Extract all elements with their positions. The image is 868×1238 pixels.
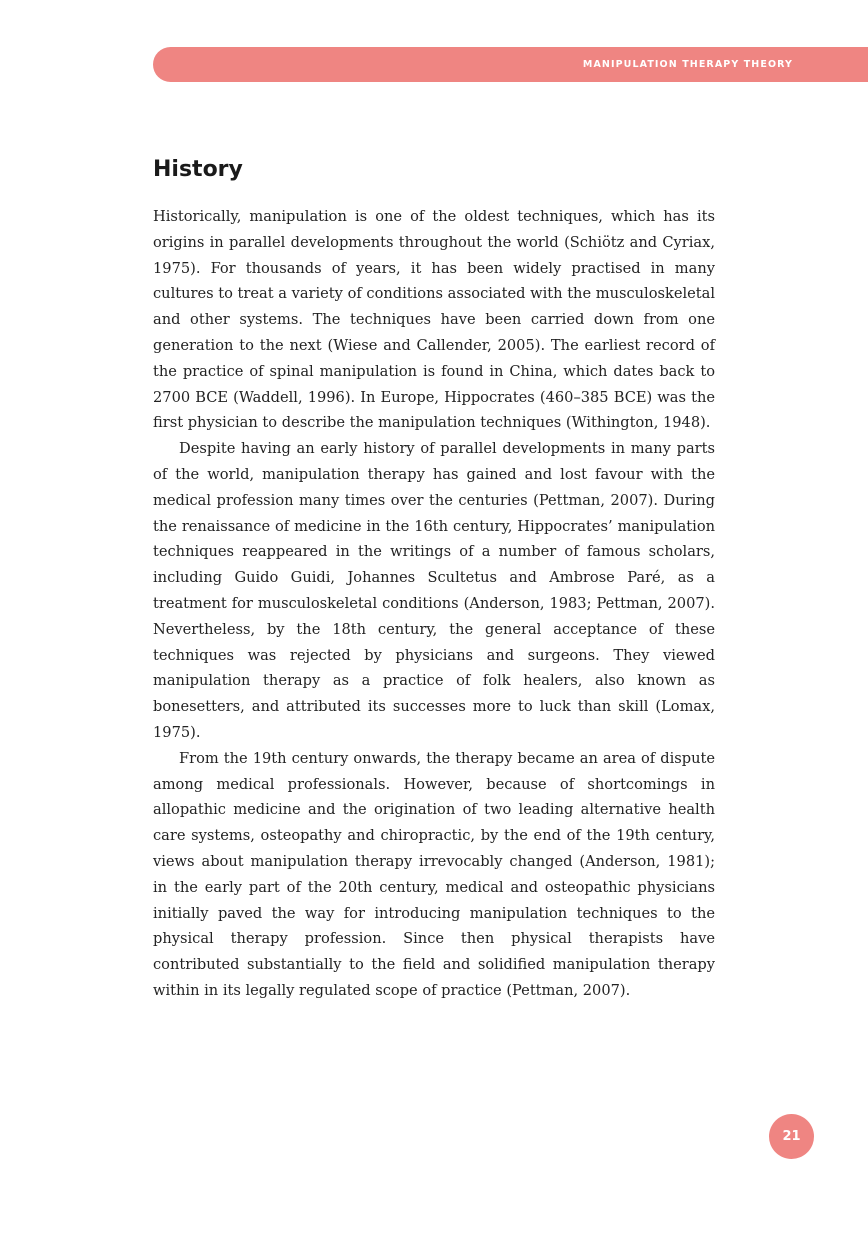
running-header-title: MANIPULATION THERAPY THEORY <box>582 59 793 70</box>
page-number-badge: 21 <box>769 1114 814 1159</box>
paragraph-2: Despite having an early history of parallel developments in many parts of the world, manipulation therapy has gained and lost favour with the medical profession many times over the centuries (Pettman, 2007). During the renaissance of medicine in the 16th century, Hippocrates’ manipulation techniques reappeared in the writings of a number of famous scholars, including Guido Guidi, Johannes Scultetus and Ambrose Paré, as a treatment for musculoskeletal conditions (Anderson, 1983; Pettman, 2007). Nevertheless, by the 18th century, the general acceptance of these techniques was rejected by physicians and surgeons. They viewed manipulation therapy as a practice of folk healers, also known as bonesetters, and attributed its successes more to luck than skill (Lomax, 1975). <box>153 440 715 741</box>
section-heading: History <box>153 157 243 182</box>
body-text <box>153 204 715 1004</box>
running-header-band <box>153 47 868 82</box>
paragraph-1: Historically, manipulation is one of the oldest techniques, which has its origins in parallel developments throughout the world (Schiötz and Cyriax, 1975). For thousands of years, it has been widely practised in many cultures to treat a variety of conditions associated with the musculoskeletal and other systems. The techniques have been carried down from one generation to the next (Wiese and Callender, 2005). The earliest record of the practice of spinal manipulation is found in China, which dates back to 2700 BCE (Waddell, 1996). In Europe, Hippocrates (460–385 BCE) was the first physician to describe the manipulation techniques (Withington, 1948). <box>153 208 715 432</box>
paragraph-3: From the 19th century onwards, the therapy became an area of dispute among medical professionals. However, because of shortcomings in allopathic medicine and the origination of two leading alternative health care systems, osteopathy and chiropractic, by the end of the 19th century, views about manipulation therapy irrevocably changed (Anderson, 1981); in the early part of the 20th century, medical and osteopathic physicians initially paved the way for introducing manipulation techniques to the physical therapy profession. Since then physical therapists have contributed substantially to the field and solidified manipulation therapy within in its legally regulated scope of practice (Pettman, 2007). <box>153 749 715 999</box>
